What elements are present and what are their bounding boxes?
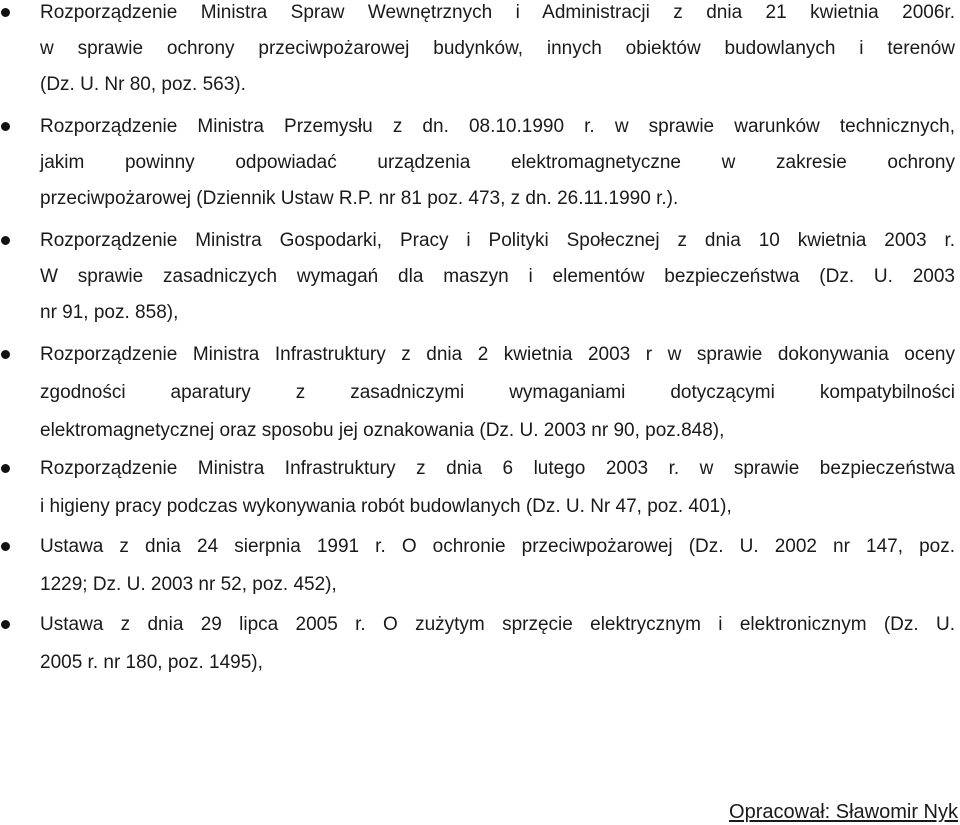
list-item-line: Rozporządzenie Ministra Infrastruktury z dnia 2 kwietnia 2003 r w sprawie dokonywania oceny xyxy=(40,344,955,365)
list-item-line: 1229; Dz. U. 2003 nr 52, poz. 452), xyxy=(40,574,337,595)
list-item-line: Rozporządzenie Ministra Spraw Wewnętrznych i Administracji z dnia 21 kwietnia 2006r. xyxy=(40,2,955,23)
list-item-line: 2005 r. nr 180, poz. 1495), xyxy=(40,652,263,673)
list-item-line: elektromagnetycznej oraz sposobu jej oznakowania (Dz. U. 2003 nr 90, poz.848), xyxy=(40,420,725,441)
author-signature: Opracował: Sławomir Nyk xyxy=(729,801,958,823)
list-item-line: zgodności aparatury z zasadniczymi wymaganiami dotyczącymi kompatybilności xyxy=(40,382,955,403)
list-item-line: Rozporządzenie Ministra Infrastruktury z dnia 6 lutego 2003 r. w sprawie bezpieczeństwa xyxy=(40,458,955,479)
list-item-line: nr 91, poz. 858), xyxy=(40,302,179,323)
list-item-line: (Dz. U. Nr 80, poz. 563). xyxy=(40,74,246,95)
list-item-line: W sprawie zasadniczych wymagań dla maszyn i elementów bezpieczeństwa (Dz. U. 2003 xyxy=(40,266,955,287)
bullet-icon xyxy=(1,350,10,359)
list-item-line: jakim powinny odpowiadać urządzenia elektromagnetyczne w zakresie ochrony xyxy=(40,152,955,173)
list-item-line: w sprawie ochrony przeciwpożarowej budynków, innych obiektów budowlanych i terenów xyxy=(40,38,955,59)
list-item-line: Rozporządzenie Ministra Przemysłu z dn. 08.10.1990 r. w sprawie warunków technicznych, xyxy=(40,116,955,137)
list-item-line: Ustawa z dnia 29 lipca 2005 r. O zużytym sprzęcie elektrycznym i elektronicznym (Dz. U. xyxy=(40,614,955,635)
list-item-line: Rozporządzenie Ministra Gospodarki, Pracy i Polityki Społecznej z dnia 10 kwietnia 2003 r. xyxy=(40,230,955,251)
bullet-icon xyxy=(1,464,10,473)
bullet-icon xyxy=(1,236,10,245)
bullet-icon xyxy=(1,620,10,629)
list-item-line: przeciwpożarowej (Dziennik Ustaw R.P. nr 81 poz. 473, z dn. 26.11.1990 r.). xyxy=(40,188,679,209)
bullet-icon xyxy=(1,8,10,17)
bullet-icon xyxy=(1,122,10,131)
list-item-line: Ustawa z dnia 24 sierpnia 1991 r. O ochronie przeciwpożarowej (Dz. U. 2002 nr 147, poz. xyxy=(40,536,955,557)
list-item-line: i higieny pracy podczas wykonywania robót budowlanych (Dz. U. Nr 47, poz. 401), xyxy=(40,496,732,517)
bullet-icon xyxy=(1,542,10,551)
